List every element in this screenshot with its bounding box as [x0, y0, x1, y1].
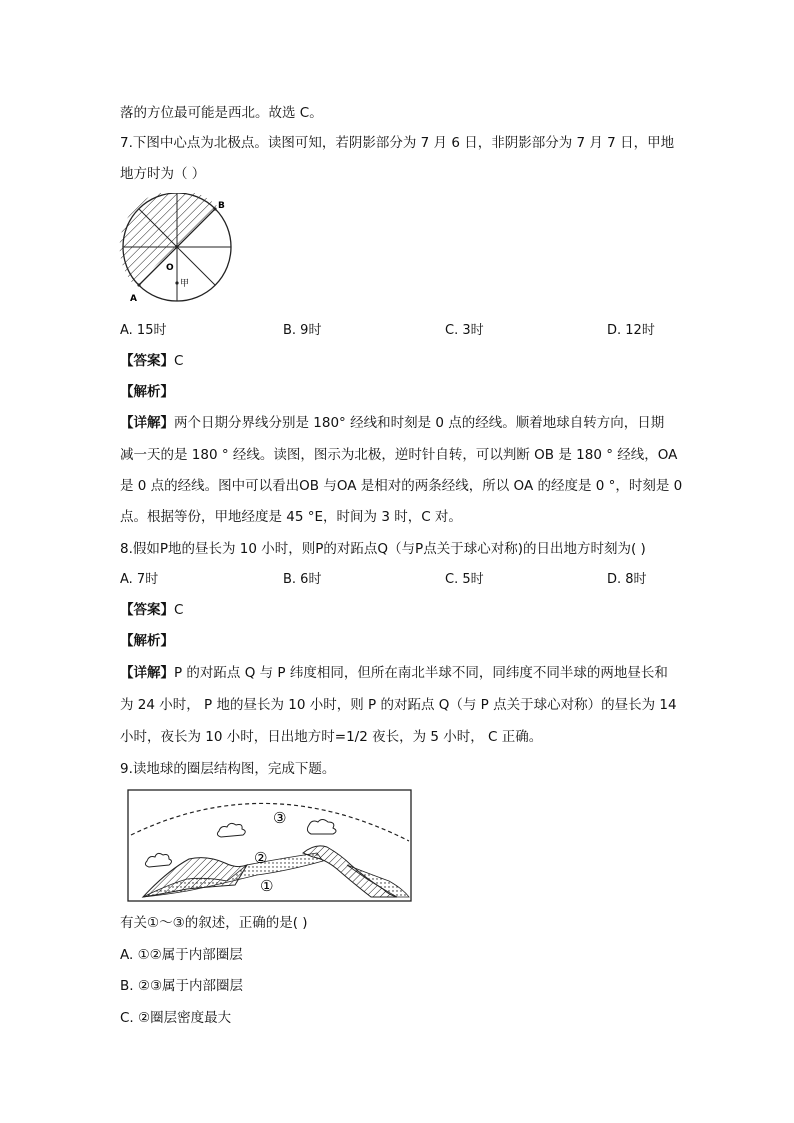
label-jia: 甲	[180, 279, 190, 289]
q7-option-a: A. 15时	[120, 323, 167, 338]
q7-detail-4: 点。根据等份，甲地经度是 45 °E，时间为 3 时，C 对。	[120, 509, 462, 525]
answer-value: C	[174, 602, 184, 618]
detail-text: 两个日期分界线分别是 180° 经线和时刻是 0 点的经线。顺着地球自转方向，日期	[174, 415, 665, 431]
q8-answer	[120, 601, 183, 619]
q8-option-c: C. 5时	[445, 572, 484, 587]
q9-option-a: A. ①②属于内部圈层	[120, 947, 243, 963]
q9-option-c: C. ②圈层密度最大	[120, 1010, 232, 1026]
q8-analysis-heading: 【解析】	[120, 633, 174, 649]
q7-option-d: D. 12时	[607, 323, 655, 338]
q7-option-c: C. 3时	[445, 323, 484, 338]
q8-detail-1	[120, 664, 668, 682]
q8-option-d: D. 8时	[607, 572, 647, 587]
question-9-stem: 9.读地球的圈层结构图，完成下题。	[120, 761, 336, 777]
question-7-stem-cont: 地方时为（ ）	[120, 166, 206, 182]
answer-tag: 【答案】	[120, 602, 174, 618]
label-b: B	[218, 201, 225, 211]
answer-value: C	[174, 353, 184, 369]
label-a: A	[130, 294, 137, 304]
q8-option-b: B. 6时	[283, 572, 322, 587]
answer-tag: 【答案】	[120, 353, 174, 369]
q7-answer	[120, 352, 183, 370]
label-o: O	[166, 263, 174, 273]
question-7-stem: 7.下图中心点为北极点。读图可知，若阴影部分为 7 月 6 日，非阴影部分为 7 月 7 日，甲地	[120, 135, 675, 151]
detail-tag: 【详解】	[120, 665, 174, 681]
q8-detail-2: 为 24 小时， P 地的昼长为 10 小时，则 P 的对跖点 Q（与 P 点关于球心对称）的昼长为 14	[120, 697, 677, 713]
text-line: 落的方位最可能是西北。故选 C。	[120, 105, 323, 121]
polar-diagram	[118, 193, 268, 308]
q7-detail-2: 减一天的是 180 ° 经线。读图，图示为北极，逆时针自转，可以判断 OB 是 180 ° 经线，OA	[120, 447, 678, 463]
question-8-stem: 8.假如P地的昼长为 10 小时，则P的对跖点Q（与P点关于球心对称)的日出地方时刻为( )	[120, 541, 646, 557]
q8-detail-3: 小时，夜长为 10 小时，日出地方时=1/2 夜长，为 5 小时， C 正确。	[120, 729, 543, 745]
label-circle-1: ①	[260, 877, 274, 895]
q7-analysis-heading: 【解析】	[120, 384, 174, 400]
question-9-prompt: 有关①～③的叙述，正确的是( )	[120, 915, 308, 931]
q7-detail-3: 是 0 点的经线。图中可以看出OB 与OA 是相对的两条经线，所以 OA 的经度是 0 °，时刻是 0	[120, 478, 683, 494]
detail-text: P 的对跖点 Q 与 P 纬度相同，但所在南北半球不同，同纬度不同半球的两地昼长和	[174, 665, 668, 681]
q8-option-a: A. 7时	[120, 572, 159, 587]
label-circle-2: ②	[254, 849, 268, 867]
q7-detail-1	[120, 414, 664, 432]
q9-option-b: B. ②③属于内部圈层	[120, 978, 244, 994]
earth-layers-diagram	[127, 789, 413, 902]
label-circle-3: ③	[273, 809, 287, 827]
q7-option-b: B. 9时	[283, 323, 322, 338]
detail-tag: 【详解】	[120, 415, 174, 431]
